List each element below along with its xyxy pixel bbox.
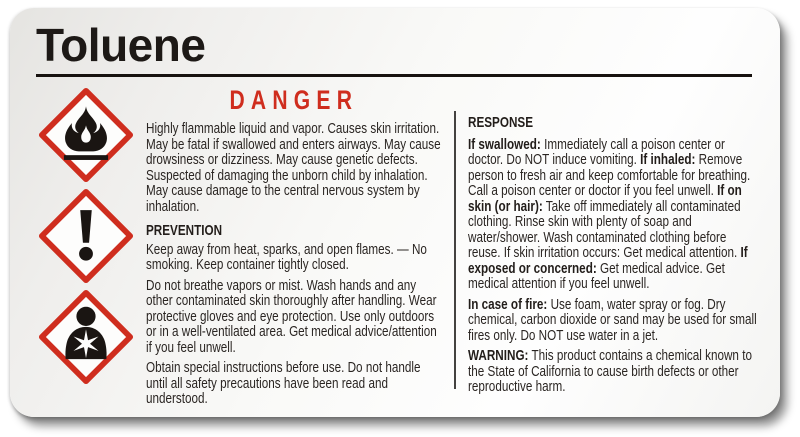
label-body [36, 85, 762, 412]
column-divider [454, 111, 456, 389]
right-text-column [468, 85, 800, 412]
title-rule [36, 74, 752, 77]
bold-run: If exposed or concerned: [468, 244, 748, 277]
hazard-statements [146, 121, 442, 214]
ghs-exclamation-icon [38, 188, 134, 284]
signal-word: DANGER [229, 85, 359, 115]
left-text-column [146, 85, 442, 412]
paragraph: Highly flammable liquid and vapor. Causes skin irritation. May be fatal if swallowed and enters airways. May cause drowsiness or dizziness. May cause genetic defects. Suspected of damaging the unborn child by inhalation. May cause damage to the central nervous system by inhalation. [146, 120, 441, 215]
paragraph: Do not breathe vapors or mist. Wash hands and any other contaminated skin thoroughly after handling. Wear protective gloves and eye protection. Use only outdoors or in a well-ventilated area. Get medical advice/attention if you feel unwell. [146, 276, 437, 356]
bold-run: If swallowed: [468, 135, 541, 153]
bold-run: WARNING: [468, 347, 529, 365]
response-statements [468, 137, 762, 395]
paragraph: If swallowed: Immediately call a poison center or doctor. Do NOT induce vomiting. If inhaled: Remove person to fresh air and keep comfortable for breathing. Call a poison center or doctor if you feel unwell. If on skin (or hair): Take off immediately all contaminated clothing. Rinse skin with plenty of soap and water/shower. Wash contaminated clothing before reuse. If skin irritation occurs: Get medical attention. If exposed or concerned: Get medical advice. Get medical attention if you feel unwell. [468, 135, 751, 293]
ghs-flame-icon [38, 87, 134, 183]
bold-run: If on skin (or hair): [468, 182, 742, 215]
prevention-heading: PREVENTION [146, 222, 223, 240]
ghs-health-hazard-icon [38, 289, 134, 385]
chemical-name: Toluene [36, 19, 206, 71]
bold-run: If inhaled: [640, 151, 696, 169]
label-card [10, 8, 780, 417]
paragraph: In case of fire: Use foam, water spray or fog. Dry chemical, carbon dioxide or sand may be used for small fires only. Do NOT use water in a jet. [468, 295, 757, 344]
response-heading: RESPONSE [468, 114, 534, 131]
prevention-statements [146, 242, 442, 407]
paragraph: WARNING: This product contains a chemical known to the State of California to cause birth defects or other reproductive harm. [468, 347, 752, 396]
pictogram-column [36, 85, 136, 412]
paragraph: Obtain special instructions before use. Do not handle until all safety precautions have been read and understood. [146, 359, 421, 408]
bold-run: In case of fire: [468, 295, 548, 313]
paragraph: Keep away from heat, sparks, and open flames. — No smoking. Keep container tightly closed. [146, 240, 427, 274]
